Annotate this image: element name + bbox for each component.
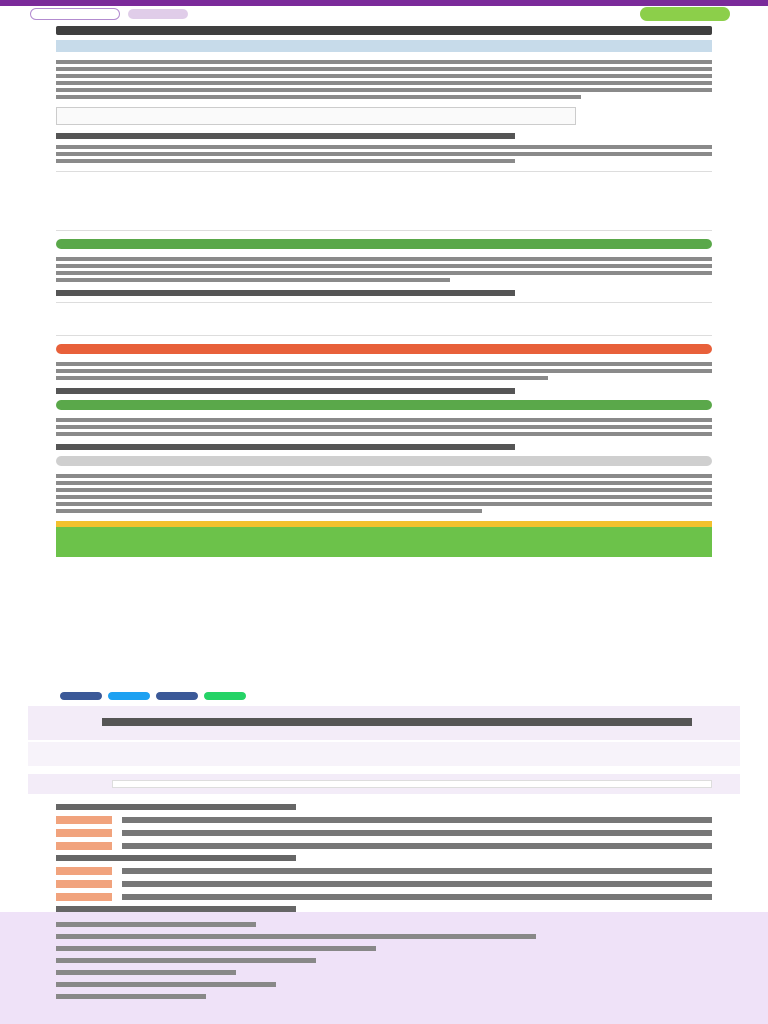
article-paragraph xyxy=(56,257,712,282)
related-item[interactable] xyxy=(56,893,712,901)
article-paragraph xyxy=(56,145,712,163)
footer-link[interactable] xyxy=(56,994,206,999)
related-item[interactable] xyxy=(56,867,712,875)
article-image xyxy=(56,239,712,249)
article-title xyxy=(56,26,712,35)
share-button[interactable] xyxy=(60,692,102,700)
footer-text xyxy=(56,922,256,927)
comment-form xyxy=(28,774,740,794)
related-item[interactable] xyxy=(56,829,712,837)
section-heading xyxy=(56,444,515,450)
article-paragraph xyxy=(56,418,712,436)
related-item[interactable] xyxy=(56,816,712,824)
footer-link[interactable] xyxy=(56,982,276,987)
comment-input[interactable] xyxy=(112,780,712,788)
share-button[interactable] xyxy=(156,692,198,700)
author-box xyxy=(28,706,740,740)
footer-text xyxy=(56,946,376,951)
author-name[interactable] xyxy=(102,718,692,726)
section-heading xyxy=(56,388,515,394)
related-item[interactable] xyxy=(56,880,712,888)
share-button[interactable] xyxy=(204,692,246,700)
footer-text xyxy=(56,958,316,963)
article-paragraph xyxy=(56,60,712,99)
header-action-button[interactable] xyxy=(640,7,730,21)
post-navigation[interactable] xyxy=(28,742,740,766)
article-paragraph xyxy=(56,474,712,513)
related-heading xyxy=(56,855,296,861)
section-heading xyxy=(56,133,515,139)
article-image xyxy=(56,400,712,410)
share-buttons xyxy=(60,692,246,700)
site-header xyxy=(30,6,730,22)
site-logo[interactable] xyxy=(30,8,120,20)
article-quote xyxy=(56,107,576,125)
related-item[interactable] xyxy=(56,842,712,850)
article-lead-box xyxy=(56,40,712,52)
article-image xyxy=(56,344,712,354)
article xyxy=(56,26,712,557)
nav-item[interactable] xyxy=(128,9,188,19)
promo-banner[interactable] xyxy=(56,521,712,557)
section-heading xyxy=(56,290,515,296)
article-table xyxy=(56,302,712,336)
article-image xyxy=(56,456,712,466)
related-heading xyxy=(56,804,296,810)
article-paragraph xyxy=(56,362,712,380)
share-button[interactable] xyxy=(108,692,150,700)
article-table xyxy=(56,171,712,231)
footer-link[interactable] xyxy=(56,970,236,975)
site-footer xyxy=(0,912,768,1024)
footer-text xyxy=(56,934,536,939)
